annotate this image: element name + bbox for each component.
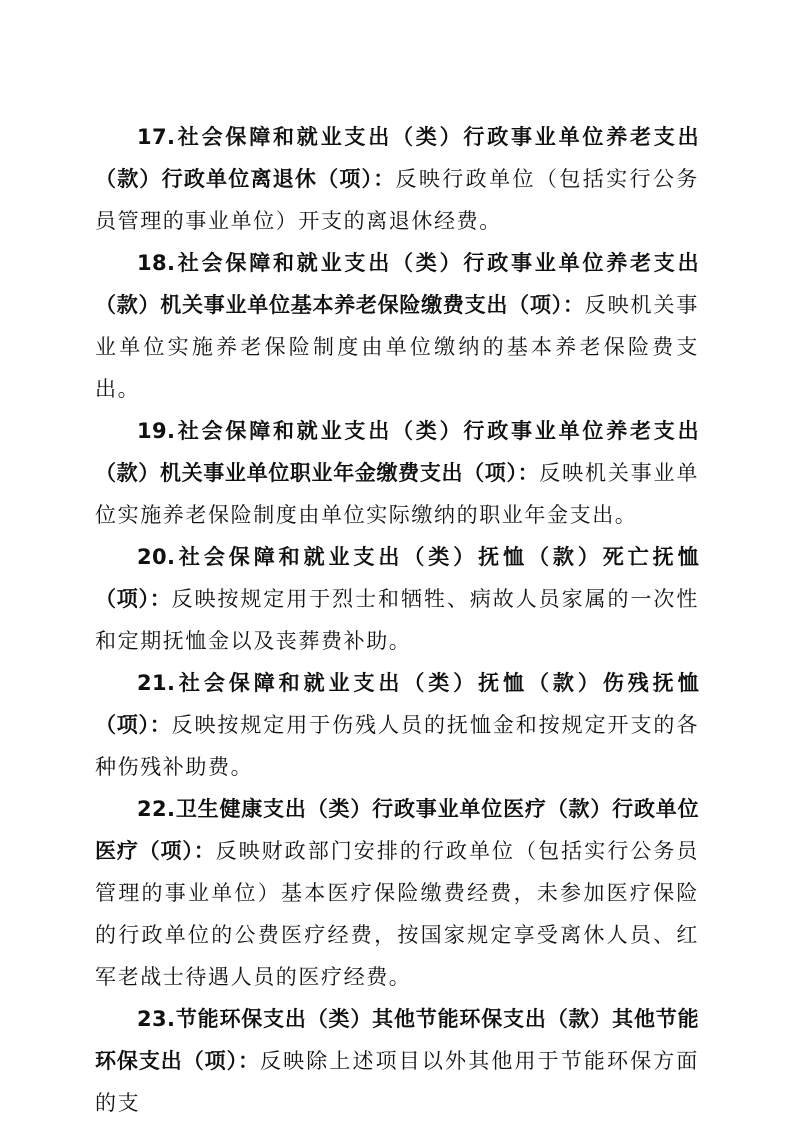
entry-20 [95,536,699,662]
entry-22 [95,788,699,998]
entry-description: 反映行政单位（包括实行公务员管理的事业单位）开支的离退休经费。 [95,167,699,233]
entry-description: 反映按规定用于伤残人员的抚恤金和按规定开支的各种伤残补助费。 [95,713,699,779]
entry-description: 反映机关事业单位实施养老保险制度由单位实际缴纳的职业年金支出。 [95,461,699,527]
entry-19 [95,410,699,536]
entry-18 [95,242,699,410]
entry-description: 反映财政部门安排的行政单位（包括实行公务员管理的事业单位）基本医疗保险缴费经费，未参加医疗保险的行政单位的公费医疗经费，按国家规定享受离休人员、红军老战士待遇人员的医疗经费。 [95,839,699,989]
entry-description: 反映除上述项目以外其他用于节能环保方面的支 [95,1049,699,1115]
entry-heading: 21.社会保障和就业支出（类）抚恤（款）伤残抚恤（项）： [95,671,699,737]
entry-heading: 19.社会保障和就业支出（类）行政事业单位养老支出（款）机关事业单位职业年金缴费支出（项）： [95,419,699,485]
entry-heading: 18.社会保障和就业支出（类）行政事业单位养老支出（款）机关事业单位基本养老保险缴费支出（项）： [95,251,699,317]
entry-21 [95,662,699,788]
entry-description: 反映按规定用于烈士和牺牲、病故人员家属的一次性和定期抚恤金以及丧葬费补助。 [95,587,699,653]
entry-heading: 20.社会保障和就业支出（类）抚恤（款）死亡抚恤（项）： [95,545,699,611]
entry-23 [95,998,699,1124]
document-page [95,116,699,1124]
entry-heading: 17.社会保障和就业支出（类）行政事业单位养老支出（款）行政单位离退休（项）： [95,125,699,191]
entry-heading: 22.卫生健康支出（类）行政事业单位医疗（款）行政单位医疗（项）： [95,797,699,863]
entry-heading: 23.节能环保支出（类）其他节能环保支出（款）其他节能环保支出（项）： [95,1007,699,1073]
entry-description: 反映机关事业单位实施养老保险制度由单位缴纳的基本养老保险费支出。 [95,293,700,401]
entry-17 [95,116,699,242]
